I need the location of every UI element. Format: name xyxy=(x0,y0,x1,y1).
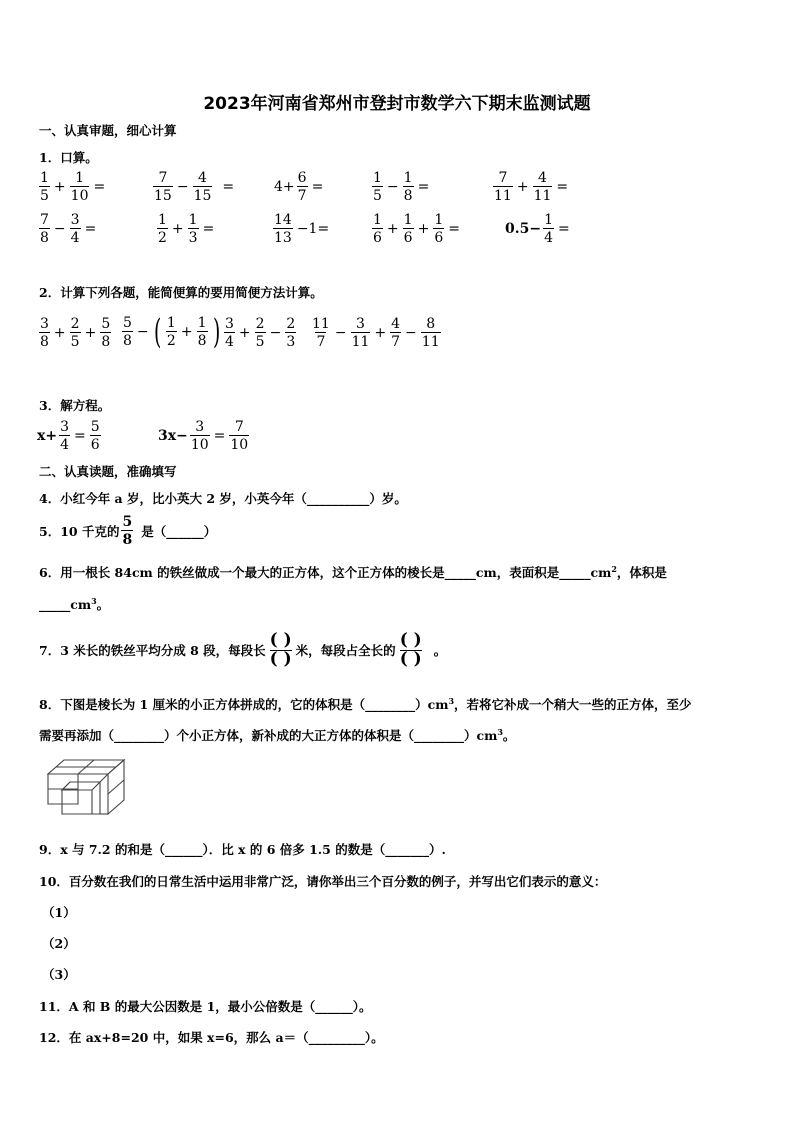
question-8-line-2: 需要再添加（________）个小正方体，新补成的大正方体的体积是$(\_\_\_\_\_\_\_\_)cm^3$。 xyxy=(39,726,516,743)
equation-2: 3x− $\frac{3}{10}$ = $\frac{7}{10}$ xyxy=(158,419,249,453)
calc-expr-2: $\frac{5}{8}$ − ( $\frac{1}{2}$ + $\frac{1}{8}$ ) xyxy=(123,312,220,352)
oral-calc-6: $\frac{7}{8}$ − $\frac{3}{4}$ = xyxy=(40,212,97,246)
oral-calc-8: $\frac{14}{13}$ −1= xyxy=(274,212,330,246)
question-5: 5．10 千克的 $\frac{5}{8}$ 是（______） xyxy=(39,514,217,548)
oral-calc-10: 0.5− $\frac{1}{4}$ = xyxy=(505,212,570,246)
oral-calc-5: $\frac{7}{11}$ + $\frac{4}{11}$ = xyxy=(494,170,569,204)
question-8-line-1: 8．下图是棱长为 1 厘米的小正方体拼成的，它的体积是$(\_\_\_\_\_\_\_\_)cm^3$，若将它补成一个稍大一些的正方体，至少 xyxy=(39,695,692,712)
question-4: 4．小红今年 a 岁，比小英大 2 岁，小英今年（__________）岁。 xyxy=(39,491,407,506)
fraction: $\frac{1}{5}$ xyxy=(40,170,49,204)
fraction: $\frac{4}{11}$ xyxy=(533,170,552,204)
fraction: $\frac{1}{3}$ xyxy=(188,212,198,246)
fraction: $\frac{1}{6}$ xyxy=(373,212,382,246)
fraction: $\frac{14}{13}$ xyxy=(274,212,292,246)
calc-expr-4: $\frac{11}{7}$ − $\frac{3}{11}$ + $\frac{4}{7}$ − $\frac{8}{11}$ xyxy=(312,316,440,350)
fraction: $\frac{6}{7}$ xyxy=(297,170,307,204)
oral-calc-7: $\frac{1}{2}$ + $\frac{1}{3}$ = xyxy=(158,212,215,246)
question-7: 7．3 米长的铁丝平均分成 8 段，每段长 ( ) ( ) 米，每段占全长的 ( ) ( ) 。 xyxy=(39,630,447,669)
section-2-heading: 二、认真读题，准确填写 xyxy=(39,464,177,479)
question-10-item-1: （1） xyxy=(42,905,76,920)
oral-calc-2: $\frac{7}{15}$ − $\frac{4}{15}$ = xyxy=(154,170,235,204)
oral-calc-1: $\frac{1}{5}$ + $\frac{1}{10}$ = xyxy=(40,170,106,204)
calc-expr-3: $\frac{3}{4}$ + $\frac{2}{5}$ − $\frac{2}{3}$ xyxy=(225,316,296,350)
fraction: $\frac{3}{4}$ xyxy=(70,212,80,246)
question-10-label: 10．百分数在我们的日常生活中运用非常广泛，请你举出三个百分数的例子，并写出它们表示的意义： xyxy=(39,874,607,889)
question-1-label: 1．口算。 xyxy=(39,150,98,165)
fraction: $\frac{7}{8}$ xyxy=(40,212,49,246)
fraction: $\frac{1}{8}$ xyxy=(403,170,413,204)
question-11: 11．A 和 B 的最大公因数是 1，最小公倍数是（______）。 xyxy=(39,999,372,1014)
oral-calc-3: 4+ $\frac{6}{7}$ = xyxy=(274,170,324,204)
equation-1: x+ $\frac{3}{4}$ = $\frac{5}{6}$ xyxy=(37,419,100,453)
question-12: 12．在 ax+8=20 中，如果 x=6，那么 a＝（_________）。 xyxy=(39,1030,384,1045)
fraction: $\frac{7}{11}$ xyxy=(494,170,512,204)
question-3-label: 3．解方程。 xyxy=(39,398,111,413)
right-paren: ) xyxy=(212,312,220,352)
blank-fraction[interactable]: ( ) ( ) xyxy=(399,630,422,669)
page-title: 2023年河南省郑州市登封市数学六下期末监测试题 xyxy=(203,94,591,114)
oral-calc-4: $\frac{1}{5}$ − $\frac{1}{8}$ = xyxy=(373,170,430,204)
question-10-item-3: （3） xyxy=(42,967,76,982)
fraction: $\frac{1}{2}$ xyxy=(158,212,167,246)
fraction: $\frac{1}{4}$ xyxy=(544,212,554,246)
fraction: $\frac{7}{15}$ xyxy=(154,170,172,204)
left-paren: ( xyxy=(153,312,161,352)
fraction: $\frac{1}{6}$ xyxy=(434,212,444,246)
oral-calc-9: $\frac{1}{6}$ + $\frac{1}{6}$ + $\frac{1}{6}$ = xyxy=(373,212,460,246)
cube-figure xyxy=(40,758,132,820)
question-10-item-2: （2） xyxy=(42,936,76,951)
section-1-heading: 一、认真审题，细心计算 xyxy=(39,123,177,138)
question-2-label: 2．计算下列各题，能简便算的要用简便方法计算。 xyxy=(39,285,323,300)
question-9: 9．x 与 7.2 的和是（______）．比 x 的 6 倍多 1.5 的数是（_______）. xyxy=(39,842,446,857)
question-6-line-1: 6．用一根长 84cm 的铁丝做成一个最大的正方体，这个正方体的棱长是_____cm，表面积是$\_\_\_\_\_cm^2$，体积是 xyxy=(39,563,667,580)
fraction: $\frac{1}{10}$ xyxy=(70,170,89,204)
calc-expr-1: $\frac{3}{8}$ + $\frac{2}{5}$ + $\frac{5}{8}$ xyxy=(40,316,111,350)
fraction: $\frac{4}{15}$ xyxy=(193,170,212,204)
fraction: $\frac{1}{6}$ xyxy=(403,212,413,246)
fraction: $\frac{1}{5}$ xyxy=(373,170,382,204)
question-6-line-2: $\_\_\_\_\_cm^3$。 xyxy=(39,595,110,612)
blank-fraction[interactable]: ( ) ( ) xyxy=(269,630,292,669)
